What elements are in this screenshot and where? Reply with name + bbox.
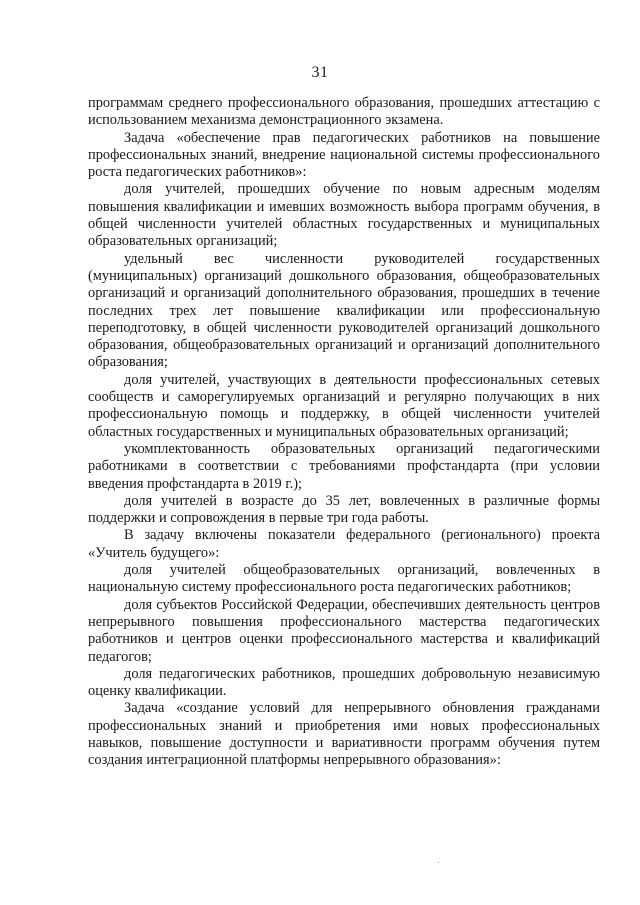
- paragraph: доля учителей общеобразовательных организаций, вовлеченных в национальную систему профессионального роста педагогических работников;: [88, 562, 600, 596]
- paragraph: Задача «обеспечение прав педагогических работников на повышение профессиональных знаний, внедрение национальной системы профессионального роста педагогических работников»:: [88, 129, 600, 181]
- paragraph: доля педагогических работников, прошедших добровольную независимую оценку квалификации.: [88, 665, 600, 700]
- paragraph: программам среднего профессионального образования, прошедших аттестацию с использованием механизма демонстрационного экзамена.: [88, 95, 600, 129]
- paragraph: доля субъектов Российской Федерации, обеспечивших деятельность центров непрерывного повышения профессионального мастерства педагогических работников и центров оценки профессионального мастерства и квалификаций педагогов;: [88, 596, 600, 665]
- paragraph: укомплектованность образовательных организаций педагогическими работниками в соответствии с требованиями профстандарта (при условии введения профстандарта в 2019 г.);: [88, 440, 600, 492]
- paragraph: удельный вес численности руководителей государственных (муниципальных) организаций дошкольного образования, общеобразовательных организаций и организаций дополнительного образования, прошедших в течение последних трех лет повышение квалификации или профессиональную переподготовку, в общей численности руководителей организаций дошкольного образования, общеобразовательных организаций и организаций дополнительного образования;: [88, 250, 600, 371]
- scan-speck: [438, 862, 439, 863]
- paragraph: Задача «создание условий для непрерывного обновления гражданами профессиональных знаний и приобретения ими новых профессиональных навыков, повышение доступности и вариативности программ обучения путем создания интеграционной платформы непрерывного образования»:: [88, 700, 600, 769]
- paragraph: доля учителей, участвующих в деятельности профессиональных сетевых сообществ и саморегулируемых организаций и регулярно получающих в них профессиональную помощь и поддержку, в общей численности учителей областных государственных и муниципальных образовательных организаций;: [88, 371, 600, 440]
- paragraph: В задачу включены показатели федерального (регионального) проекта «Учитель будущего»:: [88, 527, 600, 561]
- document-body: [88, 95, 600, 770]
- page-number: 31: [311, 64, 329, 81]
- paragraph: доля учителей, прошедших обучение по новым адресным моделям повышения квалификации и имевших возможность выбора программ обучения, в общей численности учителей областных государственных и муниципальных образовательных организаций;: [88, 181, 600, 250]
- paragraph: доля учителей в возрасте до 35 лет, вовлеченных в различные формы поддержки и сопровождения в первые три года работы.: [88, 492, 600, 527]
